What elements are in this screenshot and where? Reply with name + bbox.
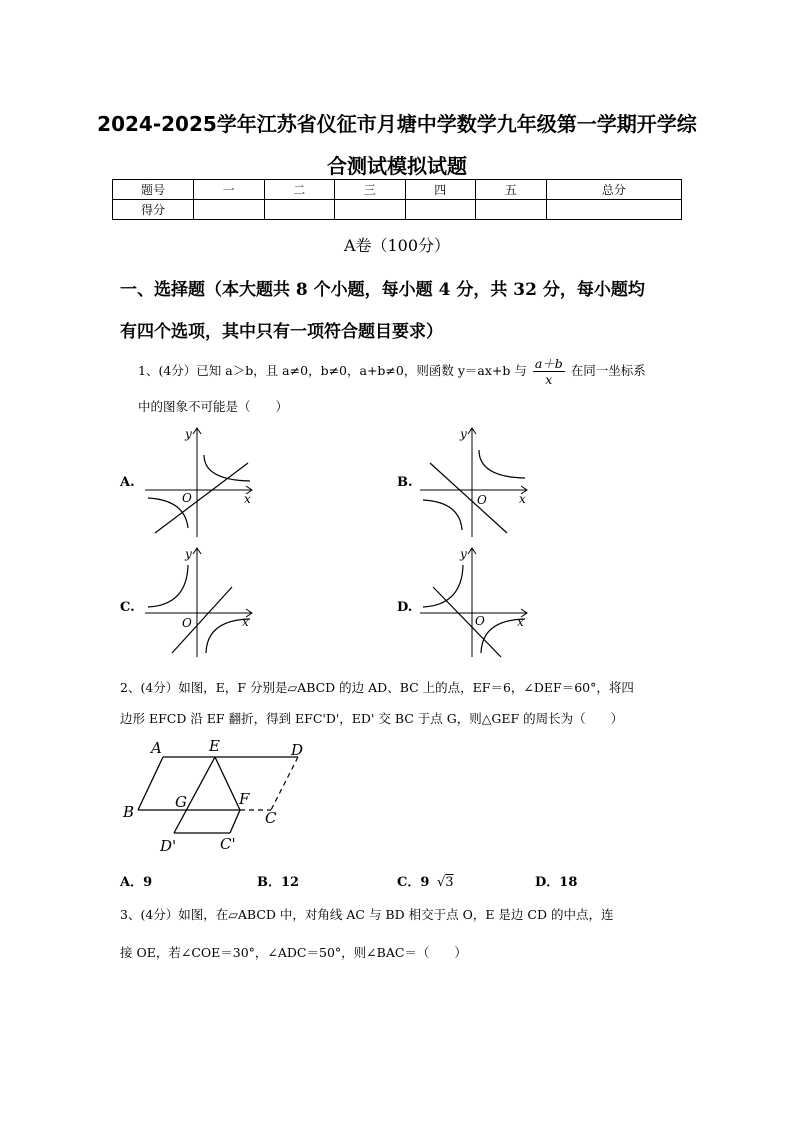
graph-option-c xyxy=(140,545,260,660)
option-label: A． xyxy=(120,875,144,890)
score-cell[interactable] xyxy=(194,200,265,220)
section1-heading-line2: 有四个选项，其中只有一项符合题目要求） xyxy=(120,322,443,342)
q2-parallelogram-figure xyxy=(118,735,328,860)
option-value: 9 xyxy=(143,875,153,890)
graph-option-b xyxy=(415,425,535,540)
option-c-label: C. xyxy=(120,600,135,615)
graph-option-a xyxy=(140,425,260,540)
y-axis-label: y xyxy=(460,547,467,561)
sqrt-radicand: 3 xyxy=(445,875,454,890)
option-label: D． xyxy=(535,875,560,890)
point-c-prime-label: C' xyxy=(220,835,236,853)
question-3-line1: 3、(4分）如图，在▱ABCD 中，对角线 AC 与 BD 相交于点 O，E 是边 CD 的中点，连 xyxy=(120,907,614,922)
table-cell: 总分 xyxy=(546,180,682,200)
question-1-line1 xyxy=(138,356,646,387)
origin-label: O xyxy=(477,493,487,507)
question-2-line1: 2、(4分）如图，E，F 分别是▱ABCD 的边 AD、BC 上的点，EF＝6，∠DEF＝60°，将四 xyxy=(120,680,634,695)
origin-label: O xyxy=(182,616,192,630)
score-cell[interactable] xyxy=(335,200,406,220)
option-d-label: D. xyxy=(397,600,413,615)
question-1-suffix: 在同一坐标系 xyxy=(570,363,646,378)
table-cell: 三 xyxy=(335,180,406,200)
option-b-label: B. xyxy=(397,475,413,490)
q2-option-c xyxy=(397,871,454,890)
fraction-numerator: a＋b xyxy=(534,356,563,371)
table-cell: 得分 xyxy=(113,200,194,220)
score-cell[interactable] xyxy=(405,200,476,220)
question-1-prefix: 1、(4分）已知 a＞b，且 a≠0，b≠0，a+b≠0，则函数 y＝ax+b 与 xyxy=(138,363,527,378)
score-table-header-row xyxy=(113,180,682,200)
point-g-label: G xyxy=(175,793,187,811)
section1-heading-line1: 一、选择题（本大题共 8 个小题，每小题 4 分，共 32 分，每小题均 xyxy=(120,280,645,300)
origin-label: O xyxy=(182,491,192,505)
fraction-denominator: x xyxy=(545,372,553,387)
score-table xyxy=(112,179,682,220)
score-cell[interactable] xyxy=(264,200,335,220)
table-cell: 四 xyxy=(405,180,476,200)
option-label: B． xyxy=(257,875,281,890)
question-1-line2: 中的图象不可能是（ ） xyxy=(138,399,289,414)
exam-title-line1: 2024-2025学年江苏省仪征市月塘中学数学九年级第一学期开学综 xyxy=(97,112,697,136)
option-a-label: A. xyxy=(120,475,135,490)
point-d-label: D xyxy=(291,741,304,759)
table-cell: 五 xyxy=(476,180,547,200)
option-value: 18 xyxy=(559,875,578,890)
q2-option-a xyxy=(120,871,152,890)
fraction xyxy=(533,356,565,387)
point-d-prime-label: D' xyxy=(160,837,177,855)
table-cell: 一 xyxy=(194,180,265,200)
point-f-label: F xyxy=(239,790,250,808)
option-label: C． xyxy=(397,875,421,890)
graph-option-d xyxy=(415,545,535,660)
x-axis-label: x xyxy=(244,492,251,506)
score-table-score-row xyxy=(113,200,682,220)
x-axis-label: x xyxy=(517,615,524,629)
option-value: 9 xyxy=(420,875,430,890)
score-cell[interactable] xyxy=(476,200,547,220)
question-3-line2: 接 OE，若∠COE＝30°，∠ADC＝50°，则∠BAC＝（ ） xyxy=(120,945,467,960)
x-axis-label: x xyxy=(242,615,249,629)
y-axis-label: y xyxy=(460,427,467,441)
sqrt-symbol: √3 xyxy=(436,875,454,890)
section-a-heading: A卷（100分） xyxy=(343,236,451,255)
exam-title-line2: 合测试模拟试题 xyxy=(327,154,467,178)
point-a-label: A xyxy=(151,739,162,757)
q2-option-b xyxy=(257,871,299,890)
point-c-label: C xyxy=(265,809,277,827)
table-cell: 题号 xyxy=(113,180,194,200)
table-cell: 二 xyxy=(264,180,335,200)
y-axis-label: y xyxy=(185,547,192,561)
q2-option-d xyxy=(535,871,577,890)
origin-label: O xyxy=(475,614,485,628)
y-axis-label: y xyxy=(185,427,192,441)
x-axis-label: x xyxy=(519,492,526,506)
question-2-line2: 边形 EFCD 沿 EF 翻折，得到 EFC'D'，ED' 交 BC 于点 G，则△GEF 的周长为（ ） xyxy=(120,711,624,726)
option-value: 12 xyxy=(281,875,300,890)
point-e-label: E xyxy=(209,737,220,755)
score-cell[interactable] xyxy=(546,200,682,220)
point-b-label: B xyxy=(123,803,135,821)
